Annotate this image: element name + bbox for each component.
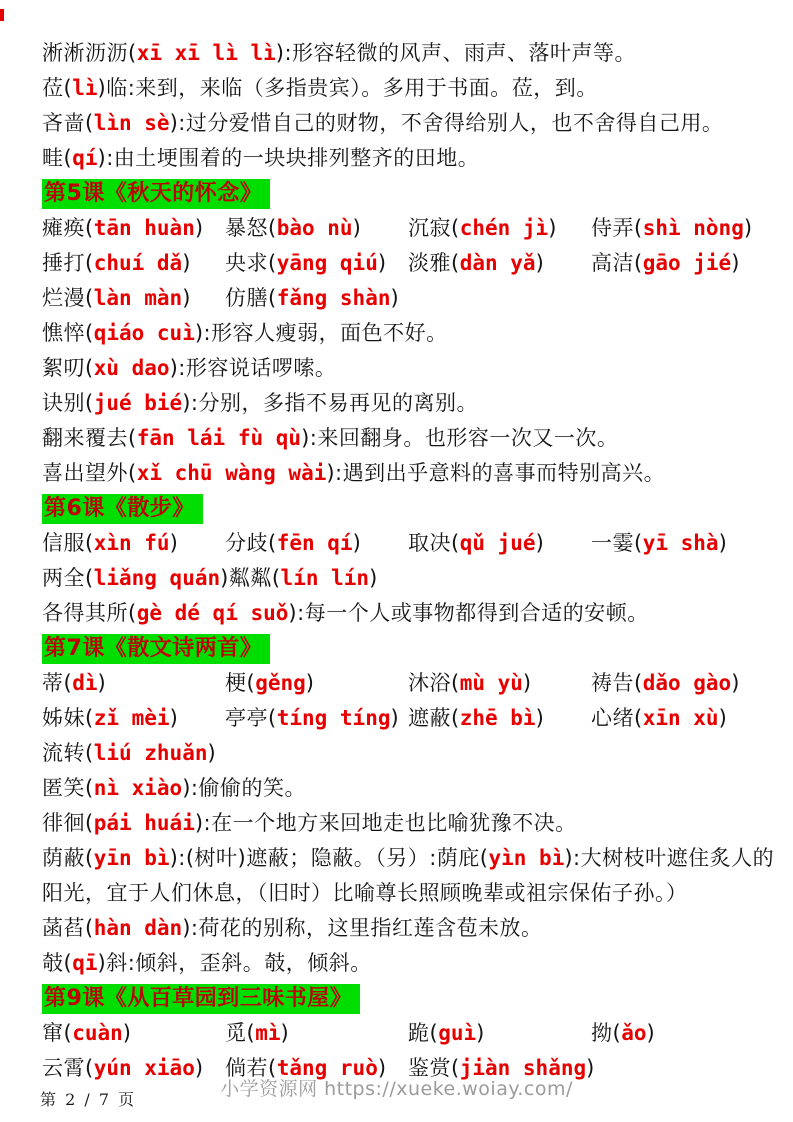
pinyin-text: fēn qí — [276, 531, 353, 555]
chinese-text: 诀别( — [42, 391, 94, 415]
pinyin-text: mù yù — [459, 671, 523, 695]
chinese-text: 憔悴( — [42, 321, 94, 345]
pinyin-text: tǎng ruò — [276, 1056, 378, 1080]
word-text: 暴怒 — [225, 216, 268, 240]
definition-line — [42, 946, 785, 981]
chinese-text: ):偷偷的笑。 — [182, 776, 306, 800]
pinyin-text: dì — [72, 671, 98, 695]
word-item — [591, 211, 753, 246]
word-item — [42, 1016, 225, 1051]
word-text: 央求 — [225, 251, 268, 275]
chinese-text: 荫蔽( — [42, 846, 94, 870]
pinyin-text: hàn dàn — [93, 916, 183, 940]
paren-open: ( — [85, 566, 94, 590]
pinyin-text: xī xī lì lì — [136, 41, 276, 65]
pinyin-text: gāo jié — [642, 251, 732, 275]
pinyin-text: shì nòng — [642, 216, 744, 240]
word-text: 鉴赏 — [408, 1056, 451, 1080]
chinese-text: 絮叨( — [42, 356, 94, 380]
word-item — [408, 1016, 591, 1051]
pinyin-text: cuàn — [72, 1021, 123, 1045]
word-item — [42, 666, 225, 701]
pinyin-text: zǐ mèi — [93, 706, 170, 730]
paren-close: ) — [548, 216, 557, 240]
word-row — [42, 246, 785, 281]
paren-open: ( — [271, 566, 281, 590]
paren-close: ) — [97, 671, 107, 695]
word-text: 流转 — [42, 741, 85, 765]
pinyin-text: xìn fú — [93, 531, 170, 555]
chinese-text: ):形容轻微的风声、雨声、落叶声等。 — [275, 41, 637, 65]
pinyin-text: chuí dǎ — [93, 251, 183, 275]
word-text: 倘若 — [225, 1056, 268, 1080]
paren-open: ( — [85, 216, 94, 240]
section-header: 第6课《散步》 — [42, 494, 203, 524]
pinyin-text: qī — [72, 951, 98, 975]
section-header-line — [42, 491, 785, 526]
word-text: 沐浴 — [408, 671, 451, 695]
paren-open: ( — [451, 531, 460, 555]
paren-close: ) — [390, 286, 400, 310]
definition-line — [42, 141, 785, 176]
word-row — [42, 666, 785, 701]
word-item — [42, 701, 225, 736]
paren-open: ( — [451, 251, 460, 275]
pinyin-text: fān lái fù qù — [136, 426, 302, 450]
pinyin-text: gè dé qí suǒ — [136, 601, 289, 625]
paren-close: ) — [743, 216, 753, 240]
pinyin-text: qǔ jué — [459, 531, 536, 555]
word-text: 蒂 — [42, 671, 64, 695]
paren-close: ) — [305, 671, 315, 695]
paren-open: ( — [85, 286, 94, 310]
paren-open: ( — [268, 706, 277, 730]
chinese-text: 匿笑( — [42, 776, 94, 800]
paren-close: ) — [182, 251, 191, 275]
paren-close: ) — [646, 1021, 656, 1045]
paren-open: ( — [429, 1021, 439, 1045]
pinyin-text: zhē bì — [459, 706, 536, 730]
pinyin-text: dàn yǎ — [459, 251, 536, 275]
chinese-text: ):形容说话啰嗦。 — [169, 356, 337, 380]
chinese-text: 翻来覆去( — [42, 426, 137, 450]
paren-open: ( — [451, 216, 460, 240]
pinyin-text: jué bié — [93, 391, 183, 415]
paren-open: ( — [451, 1056, 460, 1080]
paren-open: ( — [268, 1056, 277, 1080]
pinyin-text: dǎo gào — [642, 671, 732, 695]
pinyin-text: tān huàn — [93, 216, 195, 240]
paren-open: ( — [451, 671, 460, 695]
section-header-line — [42, 631, 785, 666]
word-text: 沉寂 — [408, 216, 451, 240]
pinyin-text: lì — [72, 76, 98, 100]
word-item — [225, 701, 408, 736]
word-text: 云霄 — [42, 1056, 85, 1080]
definition-line — [42, 71, 785, 106]
chinese-text: )斜:倾斜，歪斜。攲，倾斜。 — [97, 951, 372, 975]
definition-line — [42, 386, 785, 421]
paren-close: ) — [169, 531, 179, 555]
word-text: 侍弄 — [591, 216, 634, 240]
paren-close: ) — [586, 1056, 595, 1080]
paren-open: ( — [246, 1021, 256, 1045]
word-text: 窜 — [42, 1021, 64, 1045]
word-text: 瘫痪 — [42, 216, 85, 240]
chinese-text: ):大树枝叶遮住炙人的阳光，宜于人们休息，（旧时）比喻尊长照顾晚辈或祖宗保佑子孙。） — [42, 846, 775, 905]
paren-close: ) — [535, 251, 545, 275]
word-text: 觅 — [225, 1021, 247, 1045]
definition-line — [42, 106, 785, 141]
document-content — [42, 36, 785, 1086]
chinese-text: ):形容人瘦弱，面色不好。 — [194, 321, 448, 345]
word-item — [591, 1016, 655, 1051]
pinyin-text: liú zhuǎn — [93, 741, 208, 765]
word-row — [42, 736, 785, 771]
chinese-text: ):荷花的别称，这里指红莲含苞未放。 — [182, 916, 543, 940]
paren-close: ) — [390, 706, 400, 730]
word-item — [225, 211, 408, 246]
section-header: 第5课《秋天的怀念》 — [42, 179, 270, 209]
definition-line — [42, 911, 785, 946]
word-text: 仿膳 — [225, 286, 268, 310]
word-text: 淡雅 — [408, 251, 451, 275]
definition-line — [42, 596, 785, 631]
chinese-text: )临:来到，来临（多指贵宾）。多用于书面。莅，到。 — [97, 76, 598, 100]
page-edge-mark — [0, 9, 4, 21]
pinyin-text: xù dao — [93, 356, 170, 380]
word-item — [408, 526, 591, 561]
definition-line — [42, 456, 785, 491]
paren-open: ( — [63, 1021, 73, 1045]
word-item — [229, 561, 378, 596]
paren-close: ) — [522, 671, 532, 695]
pinyin-text: liǎng quán — [93, 566, 221, 590]
pinyin-text: xīn xù — [642, 706, 719, 730]
section-header-line — [42, 176, 785, 211]
definition-line — [42, 36, 785, 71]
paren-open: ( — [634, 216, 643, 240]
pinyin-text: bào nù — [276, 216, 353, 240]
paren-close: ) — [280, 1021, 290, 1045]
pinyin-text: qí — [72, 146, 98, 170]
pinyin-text: yīn bì — [93, 846, 170, 870]
paren-open: ( — [634, 706, 643, 730]
word-text: 两全 — [42, 566, 85, 590]
paren-close: ) — [377, 251, 387, 275]
word-item — [591, 701, 727, 736]
word-item — [42, 211, 225, 246]
paren-open: ( — [268, 531, 277, 555]
paren-open: ( — [634, 531, 643, 555]
section-header-line — [42, 981, 785, 1016]
word-item — [591, 666, 740, 701]
chinese-text: ):(树叶)遮蔽；隐蔽。（另）:荫庇( — [169, 846, 489, 870]
word-text: 捶打 — [42, 251, 85, 275]
pinyin-text: ǎo — [621, 1021, 647, 1045]
page-number: 第 2 / 7 页 — [40, 1090, 137, 1109]
paren-open: ( — [85, 1056, 94, 1080]
paren-open: ( — [268, 251, 277, 275]
paren-open: ( — [85, 741, 94, 765]
word-text: 粼粼 — [228, 566, 272, 590]
paren-open: ( — [451, 706, 460, 730]
word-item — [225, 666, 408, 701]
word-item — [225, 526, 408, 561]
chinese-text: 畦( — [42, 146, 73, 170]
section-header: 第9课《从百草园到三味书屋》 — [42, 984, 360, 1014]
paren-close: ) — [194, 1056, 204, 1080]
chinese-text: 菡萏( — [42, 916, 94, 940]
word-item — [591, 246, 740, 281]
definition-line — [42, 351, 785, 386]
paren-close: ) — [207, 741, 217, 765]
word-text: 心绪 — [591, 706, 634, 730]
word-item — [408, 666, 591, 701]
word-item — [408, 211, 591, 246]
pinyin-text: guì — [438, 1021, 477, 1045]
chinese-text: ):遇到出乎意料的喜事而特别高兴。 — [326, 461, 666, 485]
paren-open: ( — [268, 286, 277, 310]
pinyin-text: làn màn — [93, 286, 183, 310]
pinyin-text: yī shà — [642, 531, 719, 555]
paren-close: ) — [182, 286, 191, 310]
word-text: 亭亭 — [225, 706, 268, 730]
paren-open: ( — [612, 1021, 622, 1045]
word-text: 高洁 — [591, 251, 634, 275]
chinese-text: 淅淅沥沥( — [42, 41, 137, 65]
pinyin-text: nì xiào — [93, 776, 183, 800]
paren-open: ( — [85, 706, 94, 730]
chinese-text: 莅( — [42, 76, 73, 100]
word-item — [225, 1016, 408, 1051]
word-item — [42, 561, 229, 596]
word-item — [42, 736, 216, 771]
paren-close: ) — [377, 1056, 387, 1080]
paren-close: ) — [535, 531, 545, 555]
paren-close: ) — [122, 1021, 132, 1045]
chinese-text: ):分别，多指不易再见的离别。 — [182, 391, 478, 415]
paren-close: ) — [369, 566, 378, 590]
word-item — [591, 526, 727, 561]
chinese-text: 各得其所( — [42, 601, 137, 625]
word-item — [225, 246, 408, 281]
pinyin-text: mì — [255, 1021, 281, 1045]
watermark-text: 小学资源网 https://xueke.woiay.com/ — [220, 1078, 573, 1100]
definition-line — [42, 771, 785, 806]
paren-close: ) — [718, 531, 728, 555]
pinyin-text: yún xiāo — [93, 1056, 195, 1080]
pinyin-text: lìn sè — [93, 111, 170, 135]
word-item — [408, 246, 591, 281]
paren-close: ) — [169, 706, 179, 730]
pinyin-text: chén jì — [459, 216, 549, 240]
paren-close: ) — [194, 216, 204, 240]
word-row — [42, 701, 785, 736]
paren-open: ( — [85, 531, 94, 555]
word-text: 一霎 — [591, 531, 634, 555]
paren-close: ) — [476, 1021, 485, 1045]
word-text: 跪 — [408, 1021, 430, 1045]
word-row — [42, 211, 785, 246]
paren-close: ) — [718, 706, 728, 730]
word-row — [42, 281, 785, 316]
word-item — [42, 246, 225, 281]
word-row — [42, 1016, 785, 1051]
word-text: 取决 — [408, 531, 451, 555]
definition-line — [42, 841, 785, 911]
word-item — [225, 281, 399, 316]
word-text: 拗 — [591, 1021, 613, 1045]
paren-close: ) — [220, 566, 229, 590]
chinese-text: ):每一个人或事物都得到合适的安顿。 — [288, 601, 649, 625]
word-text: 梗 — [225, 671, 247, 695]
paren-close: ) — [352, 216, 362, 240]
definition-line — [42, 806, 785, 841]
pinyin-text: lín lín — [280, 566, 370, 590]
paren-open: ( — [634, 251, 643, 275]
chinese-text: ):过分爱惜自己的财物，不舍得给别人，也不舍得自己用。 — [169, 111, 724, 135]
word-text: 姊妹 — [42, 706, 85, 730]
chinese-text: 喜出望外( — [42, 461, 137, 485]
chinese-text: ):来回翻身。也形容一次又一次。 — [301, 426, 619, 450]
pinyin-text: tíng tíng — [276, 706, 391, 730]
paren-close: ) — [352, 531, 362, 555]
paren-open: ( — [85, 251, 94, 275]
paren-close: ) — [731, 251, 740, 275]
word-item — [408, 701, 591, 736]
definition-line — [42, 421, 785, 456]
paren-open: ( — [63, 671, 73, 695]
pinyin-text: qiáo cuì — [93, 321, 195, 345]
chinese-text: ):由土埂围着的一块块排列整齐的田地。 — [97, 146, 480, 170]
word-item — [42, 526, 225, 561]
paren-open: ( — [268, 216, 277, 240]
paren-open: ( — [634, 671, 643, 695]
word-row — [42, 526, 785, 561]
word-text: 分歧 — [225, 531, 268, 555]
word-item — [42, 281, 225, 316]
pinyin-text: jiàn shǎng — [459, 1056, 587, 1080]
word-text: 祷告 — [591, 671, 634, 695]
paren-close: ) — [535, 706, 545, 730]
pinyin-text: yāng qiú — [276, 251, 378, 275]
pinyin-text: xǐ chū wàng wài — [136, 461, 327, 485]
chinese-text: ):在一个地方来回地走也比喻犹豫不决。 — [194, 811, 577, 835]
chinese-text: 吝啬( — [42, 111, 94, 135]
word-row — [42, 561, 785, 596]
word-text: 烂漫 — [42, 286, 85, 310]
chinese-text: 攲( — [42, 951, 73, 975]
paren-close: ) — [731, 671, 740, 695]
pinyin-text: yìn bì — [488, 846, 565, 870]
definition-line — [42, 316, 785, 351]
word-text: 遮蔽 — [408, 706, 451, 730]
pinyin-text: fǎng shàn — [276, 286, 391, 310]
pinyin-text: pái huái — [93, 811, 195, 835]
section-header: 第7课《散文诗两首》 — [42, 634, 270, 664]
chinese-text: 徘徊( — [42, 811, 94, 835]
paren-open: ( — [246, 671, 256, 695]
word-text: 信服 — [42, 531, 85, 555]
pinyin-text: gěng — [255, 671, 306, 695]
